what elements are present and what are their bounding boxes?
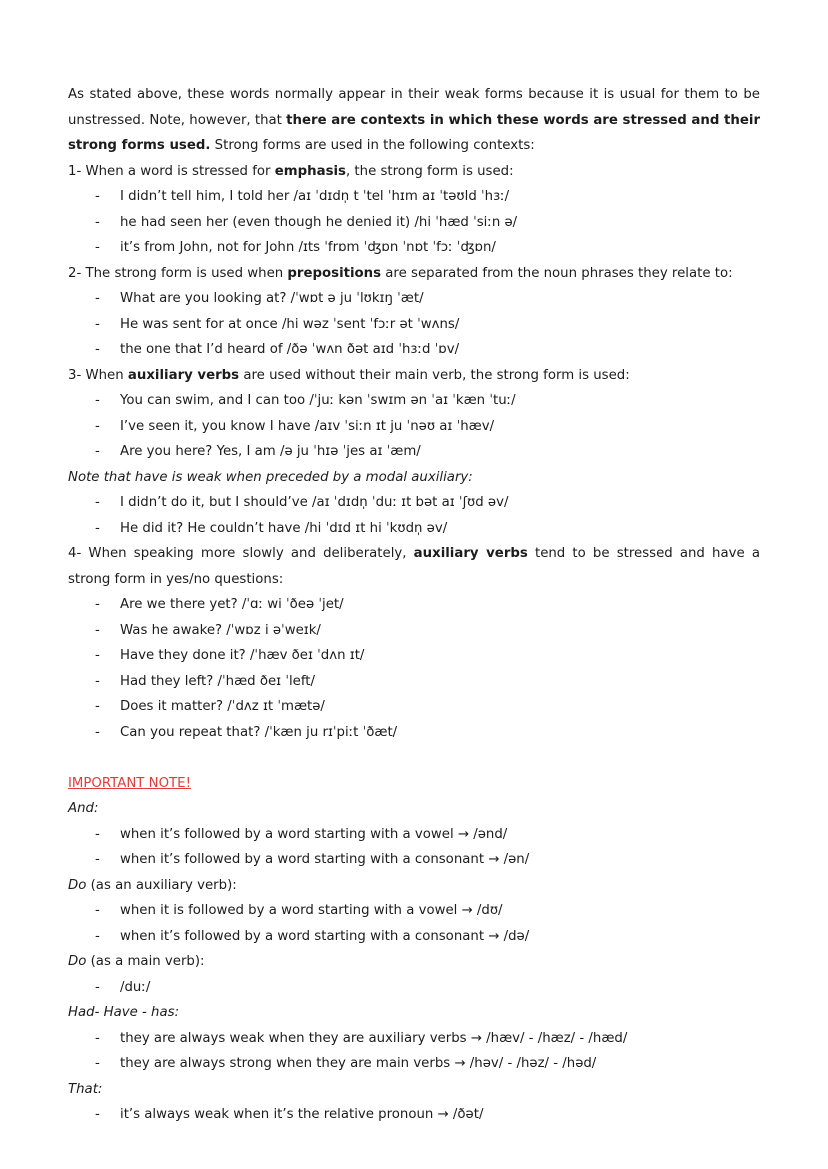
text-run: 4- When speaking more slowly and deliberately, [68,546,414,561]
important-note-heading [68,771,760,797]
bullet-dash: - [95,291,100,306]
text-run: 2- The strong form is used when [68,265,288,281]
text-run: , the strong form is used: [345,163,514,179]
bullet-dash: - [95,622,100,638]
text-run: He did it? He couldn’t have /hi ˈdɪd ɪt hi ˈkʊdn̩ əv/ [120,520,448,536]
text-run: tend to be stressed and have a strong form in yes/no questions: [68,546,760,587]
text-run: (as an auxiliary verb): [86,877,237,893]
text-run: the one that I’d heard of /ðə ˈwʌn ðət aɪd ˈhɜːd ˈɒv/ [120,342,460,357]
example-item [68,592,760,618]
word-label-had-have-has [68,1000,760,1026]
text-run: there are contexts in which these words are stressed and their strong forms used. [68,112,760,153]
note-line [68,465,760,491]
example-item [68,694,760,720]
text-run: 3- When [68,367,128,383]
text-run: it’s always weak when it’s the relative pronoun → /ðət/ [120,1107,484,1122]
text-run: I didn’t tell him, I told her /aɪ ˈdɪdn̩ t ˈtel ˈhɪm aɪ ˈtəʊld ˈhɜː/ [120,189,510,204]
text-run: What are you looking at? /ˈwɒt ə ju ˈlʊkɪŋ ˈæt/ [120,291,424,306]
text-run: it’s from John, not for John /ɪts ˈfrɒm ˈʤɒn ˈnɒt ˈfɔː ˈʤɒn/ [120,240,496,255]
bullet-dash: - [95,342,100,357]
text-run: auxiliary verbs [413,546,528,561]
text-run: You can swim, and I can too /ˈjuː kən ˈswɪm ən ˈaɪ ˈkæn ˈtuː/ [120,393,516,408]
bullet-dash: - [95,852,100,867]
bullet-dash: - [95,316,100,332]
example-item [68,235,760,261]
text-run: Do [68,877,87,893]
bullet-dash: - [95,673,100,689]
text-run: auxiliary verbs [127,367,240,383]
text-run: when it’s followed by a word starting with a consonant → /də/ [120,928,530,944]
rule-item [68,847,760,873]
word-label-do-auxiliary [68,873,760,899]
bullet-dash: - [95,240,100,255]
bullet-dash: - [95,903,100,918]
text-run: Strong forms are used in the following contexts: [210,138,535,153]
text-run: Are you here? Yes, I am /ə ju ˈhɪə ˈjes aɪ ˈæm/ [120,444,421,459]
bullet-dash: - [95,495,100,510]
text-run: I’ve seen it, you know I have /aɪv ˈsiːn ɪt ju ˈnəʊ aɪ ˈhæv/ [120,418,495,434]
rule-item [68,898,760,924]
text-run: emphasis [274,163,346,179]
rule-item [68,1102,760,1128]
bullet-dash: - [95,393,100,408]
example-item [68,286,760,312]
example-item [68,439,760,465]
word-label-do-main [68,949,760,975]
bullet-dash: - [95,214,100,230]
example-item [68,210,760,236]
text-run: he had seen her (even though he denied it) /hi ˈhæd ˈsiːn ə/ [120,214,518,230]
bullet-dash: - [95,699,100,714]
example-item [68,184,760,210]
text-run: /duː/ [120,979,151,995]
text-run: prepositions [287,265,382,281]
bullet-dash: - [95,520,100,536]
text-run: Had they left? /ˈhæd ðeɪ ˈleft/ [120,673,315,689]
text-run: And: [68,801,99,816]
text-run: Do [68,954,87,969]
text-run: 1- When a word is stressed for [68,163,275,179]
intro-paragraph [68,82,760,159]
bullet-dash: - [95,648,100,663]
rule-item [68,975,760,1001]
text-run: are separated from the noun phrases they relate to: [381,265,733,281]
bullet-dash: - [95,1030,100,1046]
example-item [68,337,760,363]
bullet-dash: - [95,724,100,740]
bullet-dash: - [95,418,100,434]
blank-line [68,745,760,771]
rule-item [68,924,760,950]
section-1-paragraph [68,159,760,185]
text-run: He was sent for at once /hi wəz ˈsent ˈfɔːr ət ˈwʌns/ [120,316,460,332]
text-run: when it is followed by a word starting with a vowel → /dʊ/ [120,903,503,918]
text-run: Had- Have - has: [68,1005,180,1020]
bullet-dash: - [95,1107,100,1122]
text-run: (as a main verb): [86,954,205,969]
bullet-dash: - [95,928,100,944]
example-item [68,618,760,644]
text-run: I didn’t do it, but I should’ve /aɪ ˈdɪdn̩ ˈduː ɪt bət aɪ ˈʃʊd əv/ [120,495,509,510]
word-label-that [68,1077,760,1103]
section-3-paragraph [68,363,760,389]
text-run: That: [68,1081,103,1097]
bullet-dash: - [95,979,100,995]
section-2-paragraph [68,261,760,287]
rule-item [68,1026,760,1052]
text-run: they are always weak when they are auxiliary verbs → /hæv/ - /hæz/ - /hæd/ [120,1030,628,1046]
text-run: Can you repeat that? /ˈkæn ju rɪˈpiːt ˈðæt/ [120,724,398,740]
example-item [68,312,760,338]
bullet-dash: - [95,444,100,459]
text-run: Was he awake? /ˈwɒz i əˈweɪk/ [120,622,321,638]
text-run: are used without their main verb, the strong form is used: [239,367,630,383]
text-run: Have they done it? /ˈhæv ðeɪ ˈdʌn ɪt/ [120,648,365,663]
bullet-dash: - [95,826,100,842]
text-run: As stated above, these words normally appear in their weak forms because it is usual for them to be unstressed. Note, however, that [68,87,760,128]
example-item [68,516,760,542]
word-label-and [68,796,760,822]
example-item [68,414,760,440]
bullet-dash: - [95,1056,100,1071]
text-run: Does it matter? /ˈdʌz ɪt ˈmætə/ [120,699,325,714]
text-run: IMPORTANT NOTE! [68,775,191,791]
example-item [68,720,760,746]
rule-item [68,822,760,848]
example-item [68,643,760,669]
example-item [68,490,760,516]
bullet-dash: - [95,189,100,204]
text-run: Are we there yet? /ˈɑː wi ˈðeə ˈjet/ [120,597,344,612]
bullet-dash: - [95,597,100,612]
text-run: when it’s followed by a word starting with a consonant → /ən/ [120,852,530,867]
text-run: they are always strong when they are main verbs → /həv/ - /həz/ - /həd/ [120,1056,597,1071]
text-run: Note that have is weak when preceded by a modal auxiliary: [68,469,473,485]
example-item [68,388,760,414]
text-run: when it’s followed by a word starting with a vowel → /ənd/ [120,826,508,842]
rule-item [68,1051,760,1077]
example-item [68,669,760,695]
section-4-paragraph [68,541,760,592]
